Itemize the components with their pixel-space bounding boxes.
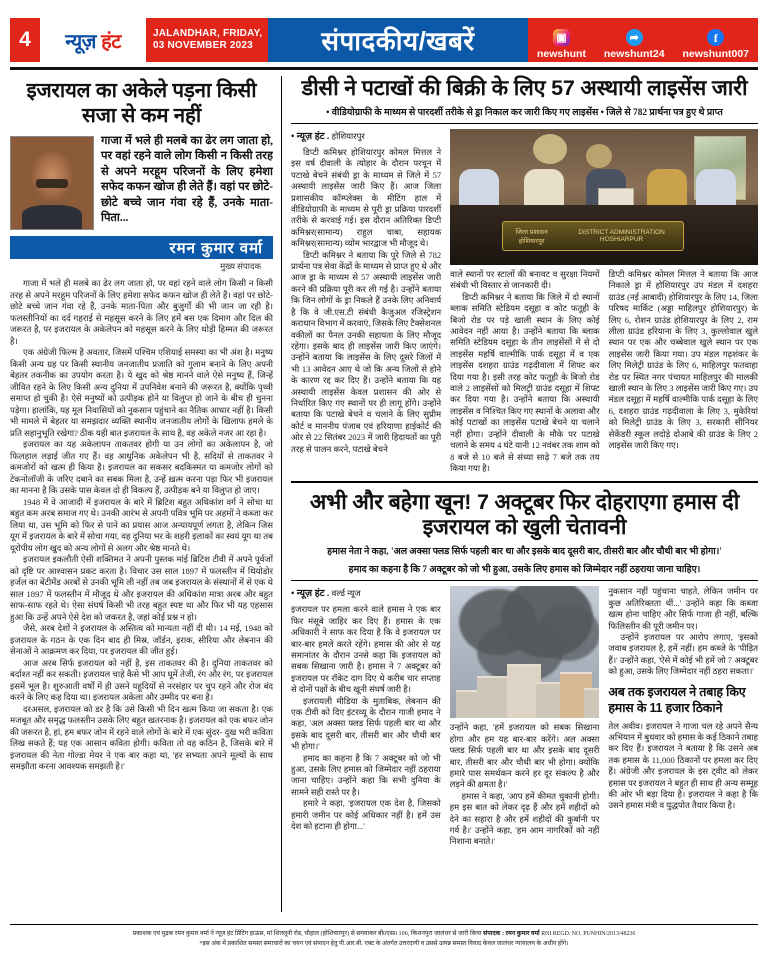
gaza-airstrike-photo <box>450 586 600 718</box>
article-dc-licences <box>291 76 758 474</box>
dateline-brand: न्यूज़ हंट <box>296 131 325 142</box>
paragraph: इजरायली मीडिया के मुताबिक, लेबनान की एक टीवी को दिए इंटरव्यू के दौरान गाजी हमाद ने कहा, 'अल अक्सा फ्लड सिर्फ पहली बार था और इसके बाद दूसरी बार, तीसरी बार और चौथी बार भी होगा।' <box>291 695 441 752</box>
bullet-icon: • <box>291 589 295 600</box>
paragraph: हमास ने कहा, 'आप हमें कीमत चुकानी होगी। हम इस बात को लेकर दृढ़ हैं और हमें शहीदों को देने का सहारा है और हमें शहीदों की कुर्बानी पर गर्व है।' उन्होंने कहा, 'हम आम नागरिकों को नहीं निशाना बनाते।' <box>449 790 600 847</box>
edition-date: 03 NOVEMBER 2023 <box>153 40 253 51</box>
editorial-paragraph: एक अंग्रेजी फिल्म है अवतार, जिसमें पश्चिम एशियाई समस्या का भी अंश है। मनुष्य किसी अन्य ग्रह पर किसी स्थानीय जनजातीय प्रजाति को गुलाम बनाने के लिए अपनी बेहतर तकनीक का उपयोग करता है। ये खुद को श्रेष्ठ मानने वाले ऐसे मनुष्य हैं, जिन्हें जीवित रहने के लिए किसी अन्य दुनिया में उपनिवेश बनाने की जरूरत है, क्योंकि पृथ्वी समाप्त हो चुकी है। ऐसे मनुष्यों को उत्पीड़क होने या विलुप्त हो जाने के बीच ही चुनना पड़ेगा। हालांकि, यह मूल निवासियों को नुकसान पहुंचाने का नैतिक आधार नहीं है। किसी भी मामले में बेहतर या समझदार व्यक्ति स्थानीय जनजातीय लोगों के खिलाफ हमले के प्रति सहानुभूति रखेगा? ठीक यही बात इजरायल के साथ है, वह अकेले नजर आ रहा है। <box>10 347 273 438</box>
editor-name-bar <box>10 236 273 259</box>
editorial-column <box>10 76 282 912</box>
editorial-paragraph: इजरायल का यह अकेलापन ताकतवर होगी या उन लोगों का अकेलापन है, जो फिलहाल लड़ाई जीत गए हैं। वह आधुनिक अकेलेपन भी है, सदियों से ताकतवर ने कमजोरों को खत्म ही किया है। इजरायल का सकसर बदकिस्मत या कमजोर लोगों को टेकनोलॉजी के जरिए दबाने का सबक मिला है, उन्हें ख़त्म करना पड़ा फिर भी इजरायल का मानना है कि उसके पास केवल दो ही विकल्प हैं, उत्पीड़क बने या विलुप्त हो जाए। <box>10 439 273 495</box>
logo-word-2: हंट <box>101 30 121 53</box>
paragraph: हमाद का कहना है कि 7 अक्टूबर को जो भी हुआ, उसके लिए हमास को जिम्मेदार नहीं ठहराया जाना चाहिए। उन्होंने कहा कि सभी दुनिया के सामने सही रास्ते पर है। <box>291 752 441 797</box>
article-dc-col-2 <box>450 269 599 474</box>
social-facebook[interactable] <box>680 29 751 60</box>
article-hamas-columns <box>291 586 758 847</box>
rule-below-hamas-kicker <box>291 580 758 581</box>
editorial-paragraph: गाजा में भले ही मलबे का ढेर लग जाता हो, पर वहां रहने वाले लोग किसी न किसी तरह से अपने मरहूम परिजनों के लिए हमेशा सफेद कफन खोज ही लेते हैं। वहां पर छोटे-छोटे बच्चे जान गंवा रहे हैं, उनके माता-पिता और बुजुर्गों की भी जान जा रही है। फलस्तीनियों का दर्द गहराई से महसूस करने के लिए हमें बस एक दिमाग और दिल की जरूरत है, पर इजरायल के अकेलेपन को महसूस करने के लिए थोड़ी हिम्मत की जरूरत है। <box>10 278 273 346</box>
edition-dateline <box>146 18 268 62</box>
twitter-icon: ➦ <box>626 29 643 46</box>
article-hamas-subheadline: अब तक इजरायल ने तबाह किए हमास के 11 हजार ठिकाने <box>608 684 746 715</box>
imprint-line-2: *इस अंक में प्रकाशित समस्त समाचारों का चयन एवं संपादन हेतु पी.आर.बी. एक्ट के अंतर्गत उत्तरदायी व उससे उत्पन्न समस्त विवाद केवल जालंधर न्यायालय के अधीन होंगे। <box>199 940 569 947</box>
building <box>584 688 599 718</box>
district-administration-nameplate <box>502 221 684 251</box>
paragraph: डिप्टी कमिश्नर होशियारपुर कोमल मित्तल ने इस वर्ष दीवाली के त्योहार के दौरान परचून में पटाखे बेचने संबंधी ड्रा के माध्यम से जिले में 57 अस्थायी लाइसेंस जारी किए हैं। आज जिला प्रशासकीय कॉम्प्लेक्स के मीटिंग हाल में वीडियोग्राफी के माध्यम से पूरी ड्रा प्रक्रिया पारदर्शी तरीके से करवाई गई। इस दौरान अतिरिक्त डिप्टी कमिश्नर(सामान्य) राहुल चाबा, सहायक कमिश्नर(सामान्य) व्योम भारद्वाज भी मौजूद थे। <box>291 147 442 249</box>
editorial-intro-text: गाजा में भले ही मलबे का ढेर लग जाता हो, पर वहां रहने वाले लोग किसी न किसी तरह से अपने मरहूम परिजनों के लिए हमेशा सफेद कफन खोज ही लेते हैं। वहां पर छोटे-छोटे बच्चे जान गंवा रहे हैं, उनके माता-पिता... <box>101 135 273 225</box>
dateline-place: होशियारपुर <box>331 132 365 141</box>
article-hamas-subhead-2: हमाद का कहना है कि 7 अक्टूबर को जो भी हुआ, उसके लिए हमास को जिम्मेदार नहीं ठहराया जाना चाहिए। <box>348 565 701 576</box>
article-hamas-col-2 <box>450 586 600 847</box>
bullet-icon: • <box>291 132 295 142</box>
facebook-icon: f <box>707 29 724 46</box>
article-dc-photo-and-col2 <box>450 129 758 474</box>
paragraph: वाले स्थानों पर स्टालों की बनावट व सुरक्षा नियमों संबंधी भी विस्तार से जानकारी दी। <box>450 269 600 291</box>
editorial-intro-block <box>10 134 273 233</box>
article-hamas-text-col3-top <box>608 586 758 677</box>
article-dc-text-col2 <box>450 269 599 474</box>
article-separator-rule <box>291 481 758 483</box>
article-dc-subcolumns <box>450 269 758 474</box>
section-banner <box>268 18 528 62</box>
article-hamas-col-3 <box>608 586 758 847</box>
editorial-headline: इजरायल का अकेले पड़ना किसी सजा से कम नहीं <box>26 79 257 127</box>
article-dc-columns <box>291 129 758 474</box>
editorial-paragraph: आज अरब सिर्फ इजरायल को नहीं है, इस ताकतवर की है। दुनिया ताकतवर को बर्दाश्त नहीं कर सकती। इजरायल चाहे कैसे भी आप घूमें तेजी, रंग और रंग, पर इजरायल इसमें भूल है। शुरुआती वर्षों में ही उसने यहूदियों से नरसंहार पर चुप रहने और रोज बंद करने के लिए कह दिया था। इजरायल अकेला और उम्मीद पर बना है। <box>10 657 273 702</box>
nameplate-english: DISTRICT ADMINISTRATION HOSHIARPUR <box>578 229 665 244</box>
dateline-separator-icon: . <box>326 589 330 600</box>
social-handle-instagram: newshunt <box>536 48 586 60</box>
paragraph: तेल अवीव। इजरायल ने गाजा चल रहे अपने सैन्य अभियान में बुधवार को हमास के कई ठिकाने तबाह कर दिए हैं। इजरायल ने बताया है कि उसने अब तक हमास के 11,000 ठिकानों पर हमला कर दिए हैं। अंग्रेजी और इजरायल के इस ट्वीट को लेकर हमास पर इजरायल ने बहुत ही साथ ही अन्य सम्मूह की ओर भी बड़ा दिया है। इजरायल ने कहा है कि उसने हमास मंत्री व युद्धपोत तैयार किया है। <box>608 720 759 811</box>
social-handle-facebook: newshunt007 <box>682 48 750 60</box>
editorial-paragraph: जैसे, अरब देशों ने इजरायल के अस्तित्व को मान्यता नहीं दी थी। 14 मई, 1948 को इजरायल के गठन के एक दिन बाद ही मिस्र, जॉर्डन, इराक, सीरिया और लेबनान की सेनाओं ने आक्रमण कर दिया, पर इजरायल की जीत हुई। <box>10 623 273 656</box>
paragraph: हमारे ने कहा, 'इजरायल एक देश है, जिसको हमारी जमीन पर कोई अधिकार नहीं है। हमें उस देश को हटाना ही होगा...' <box>291 798 441 832</box>
editorial-paragraph: इजरायल इकलौती ऐसी शक्तिमत ने अपनी पुस्तक मांई ब्रिटिश टीवी में अपने पूर्वजों को दृष्टि पर आश्वासन प्रकट करता है। विचार उस साल 1897 में फलस्तीन में थियोडोर हर्जल का बेंटीमेंड अरबों से उनकी भूमि ली नहीं तब जब इजरायल के संस्थानों में से एक थे साल 1897 में फलस्तीन में मौजूद थे और इजरायल की अधिकांश मात्रा अरब और बहुत साफ-साफ रहते थे। ऐसा संघर्ष किसी भी तरह बहुत स्पष्ट था और फिर भी यह एहसास हुआ कि उन्हें अपने ऐसे देश को जकरत है, जहां कोई प्रश्न न हो। <box>10 554 273 622</box>
article-hamas-headline: अभी और बहेगा खून! 7 अक्टूबर फिर दोहराएगा हमास दी इजरायल को खुली चेतावनी <box>309 490 740 540</box>
social-links <box>528 18 758 62</box>
article-hamas-col-1 <box>291 586 441 847</box>
logo-word-1: न्यूज़ <box>65 30 97 53</box>
editor-name: रमन कुमार वर्मा <box>169 239 263 257</box>
paragraph: डिप्टी कमिश्नर कोमल मित्तल ने बताया कि आज निकाले ड्रा में होशियारपुर उप मंडल में दशहरा ग्राउंड (नई आबादी) होशियारपुर के लिए 14, जिला परिषद मार्किट (अड्डा माहिलपुर होशियारपुर) के लिए 6, रोशन ग्राउंड होशियारपुर के लिए 2, राम लीला ग्राउंड हरियाना के लिए 3, कुल्लोवाल खुले स्थान पर एक और चब्बेवाल खुले स्थान पर एक लाइसेंस जारी किया गया। उप मंडल गढ़शंकर के लिए मिलेट्री ग्राउंड के लिए 6, माहिलपुर फतवाहा रोड पर स्थित नगर पंचायत माहिलपुर की मालकी खाली स्थान के लिए 3 लाइसेंस जारी किए गए। उप मंडल दसूहा में महर्षि वाल्मीकि पार्क दसूहा के लिए 6, दशहरा ग्राउंड गढ़दीवाला के लिए 3, मुकेरियां को मिलेट्री ग्राउंड के लिए 3, सरकारी सीनियर सेकेंडरी स्कूल लदोड़े दोआबे की ग्राउंड के लिए 2 लाइसेंस जारी किए गए। <box>608 269 758 451</box>
paragraph: उन्होंने कहा, 'हमें इजरायल को सबक सिखाना होगा और हम यह बार-बार करेंगे। अल अक्सा फ्लड सिर्फ पहली बार था और इसके बाद दूसरी बार, तीसरी बार और चौथी बार भी होगा। क्योंकि हमारे पास समर्थकन करने हर दूर संकल्प है और लड़ने की क्षमता है।' <box>449 722 600 790</box>
newspaper-page <box>0 18 768 958</box>
edition-city-day: JALANDHAR, FRIDAY, <box>153 27 263 39</box>
imprint-publisher-text: प्रकाशक एवं मुद्रक रमन कुमार वर्मा ने न्यूज़ हंट प्रिंटिंग हाऊस, मां शितलूनी रोड, चौहाल (होशियारपुर) से छपवाकर बी0एस0 106, किशनपुरा जालंधर से जारी किया <box>132 930 484 937</box>
imprint-line-1 <box>10 929 758 939</box>
paragraph: इजरायल पर हमला करने वाले हमास ने एक बार फिर मंसूबे जाहिर कर दिए हैं। हमास के एक अधिकारी ने साफ कर दिया है कि वे इजरायल पर बार-बार हमले करते रहेंगे। हमास की ओर से यह समानांतर के दौरान उनसे कहा कि इजरायल को सबक सिखाना जारी है। हमास ने 7 अक्टूबर को इजरायल पर रॉकेट दाग दिए थे करीब चार सप्ताह से दोनों पक्षों के बीच खूनी संघर्ष जारी है। <box>291 604 441 695</box>
editorial-body <box>10 278 273 773</box>
building <box>536 682 562 718</box>
section-title: संपादकीय/खबरें <box>321 26 475 56</box>
logo-text <box>65 27 121 54</box>
building <box>507 664 541 718</box>
page-body <box>10 76 758 912</box>
article-hamas-text-col3-bottom <box>608 721 758 812</box>
masthead-divider <box>10 67 758 70</box>
masthead <box>10 18 758 62</box>
article-dc-photo <box>450 129 758 265</box>
publication-logo[interactable] <box>40 18 146 62</box>
article-dc-col-1 <box>291 129 441 474</box>
masthead-left <box>10 18 268 62</box>
dateline-brand: न्यूज़ हंट <box>296 588 325 600</box>
smoke-plume <box>536 605 599 661</box>
paragraph: डिप्टी कमिश्नर ने बताया कि पूरे जिले से 782 प्रार्थना पत्र सेवा केंद्रों के माध्यम से प्राप्त हुए थे और आज ड्रा के माध्यम से 57 अस्थायी लाइसेंस जारी करने की प्रक्रिया पूरी कर ली गई है। उन्होंने बताया कि जिन लोगों के ड्रा निकले हैं उनके लिए अनिवार्य है कि वे जी.एस.टी संबंधी कैजुअल रजिस्ट्रेशन कराधान विभाग में करवाएं, जिसके लिए टैक्सेशनल वकीलों का पैनल उनकी सहायता के लिए मौजूद रहेगा। इसके बाद ही लाइसेंस जारी किए जाएंगे। उन्होंने बताया कि लाइसेंस के लिए दूसरे जिलों में भी 13 आवेदन आए थे जो कि अन्य जिलों से होने के कारण रद्द कर दिए हैं। उन्होंने बताया कि यह अस्थायी लाइसेंस केवल प्रशासन की ओर से निर्धारित किए गए स्थानों पर ही लागू होंगे। उन्होंने बताया कि पटाखे बेचने व चलाने के लिए सुप्रीम कोर्ट व माननीय पंजाब एवं हरियाणा हाईकोर्ट की ओर से 22 सितंबर 2023 में जारी हिदायतों का पूरी तरह से पालन करने, पटाखे बेचने <box>291 249 442 454</box>
editor-designation: मुख्य संपादक <box>220 261 261 271</box>
building <box>477 676 507 718</box>
article-hamas-text-col1 <box>291 604 441 832</box>
paragraph: डिप्टी कमिश्नर ने बताया कि जिले में दो स्थानों ब्लाक समिति स्टेडियम दसूहा व कोट फतूही के बिजो रोड पर पड़े खाली स्थान के लिए कोई आवेदन नहीं आया है। उन्होंने बताया कि ब्लाक समिति स्टेडियम दसूहा के तीन लाइसेंसों में से दो लाइसेंस महर्षि वाल्मीकि पार्क दसूहा में व एक लाइसेंस दशहरा ग्राउंड गढ़दीवाला में शिफ्ट कर दिया गया है। इसी तरह कोट फतूही के बिजो रोड वाले 2 लाइसेंसों को मिलट्री ग्राउंड दसूहा में शिफ्ट कर दिया गया है। उन्होंने बताया कि अस्थायी लाइसेंस व निश्चित किए गए स्थानों के अलावा और कोई पटाखों का लाइसेंस पटाखे बेचने या चलाने नहीं होगा। उन्होंने दीवाली के मौके पर पटाखे चलाने के समय 4 घंटे यानी 12 नवंबर तक शाम को 8 बजे से 10 बजे से संध्या साढ़े 7 बजे तक तय किया गया है। <box>450 291 600 473</box>
imprint-rni: RNI REGD. NO. PUNHIN/2013/48236 <box>541 931 636 937</box>
social-handle-twitter: newshunt24 <box>603 48 665 60</box>
paragraph: नुकसान नहीं पहुंचाना चाहते, लेकिन जमीन पर कुछ अतिरिक्तता थीं...' उन्होंने कहा कि कब्जा खत्म होना चाहिए और सिर्फ गाजा ही नहीं, बल्कि फिलिस्तीन की पूरी जमीन पर। <box>608 586 759 631</box>
building <box>456 690 478 718</box>
article-dc-col-3 <box>609 269 758 474</box>
article-dc-text-col3 <box>609 269 758 452</box>
editor-portrait-photo <box>10 136 94 230</box>
paragraph: उन्होंने इजरायल पर आरोप लगाए, 'इसको जवाब इजरायल है, हमें नहीं। हम कब्जे के 'पीड़ित हैं।' उन्होंने कहा, 'ऐसे में कोई भी हमें जो 7 अक्टूबर को हुआ, उसके लिए जिम्मेदार नहीं ठहरा सकता।' <box>608 631 759 677</box>
article-dc-kicker: • वीडियोग्राफी के माध्यम से पारदर्शी तरीके से ड्रा निकाल कर जारी किए गए लाइसेंस • जिले से 782 प्रार्थना पत्र हुए थे प्राप्त <box>326 108 723 118</box>
page-number: 4 <box>10 18 40 62</box>
article-dc-headline: डीसी ने पटाखों की बिक्री के लिए 57 अस्थायी लाइसेंस जारी <box>301 76 748 100</box>
article-dc-text-col1 <box>291 147 441 455</box>
editorial-paragraph: 1948 में वे आजादी में इजरायल के बारे में ब्रिटिश बहुत अधिकांश वर्ग ने सोचा था बहुत कम अरब समाज गए थे। उनकी आरंभ से अपनी पवित्र भूमि पर अहमों ने कब्जा कर लिया था, उस भूमि को फिर से पाने का प्रयास आज अन्यायपूर्ण लगता है, लेकिन जिस यूग में इजरायल के बारे में सोचा गया, वह दुनिया भर के शहरी इलाकों का स्वयं यूग था तब यूरोपीय लोग खुद को अन्य लोगों से अलग और श्रेष्ठ मानते थे। <box>10 496 273 553</box>
dateline-separator-icon: . <box>326 132 330 142</box>
article-hamas-subhead-1: हमास नेता ने कहा, 'अल अक्सा फ्लड सिर्फ पहली बार था और इसके बाद दूसरी बार, तीसरी बार और चौथी बार भी होगा।' <box>327 547 722 558</box>
nameplate-hindi: जिला प्रशासन होशियारपुर <box>515 229 548 246</box>
imprint-footer <box>10 924 758 948</box>
rule-below-kicker <box>291 123 758 124</box>
article-hamas-dateline <box>291 586 441 599</box>
article-hamas-warning <box>291 490 758 847</box>
article-dc-dateline <box>291 129 441 142</box>
social-instagram[interactable] <box>535 29 588 60</box>
wall-emblem-decoration <box>586 144 612 168</box>
editorial-paragraph: दरअसल, इजरायल को डर है कि उसे किसी भी दिन खत्म किया जा सकता है। एक मजबूत और समृद्ध फलस्तीन उसके लिए बहुत खतरनाक है। इजरायल को एक बफर जोन की जरूरत है, हां, हम बफर जोन में रहने वाले लोगों के बारे में एक सुंदर- दुख भरी कविता लिख सकते हैं; यह एक आसान कविता होगी। कविता तो वह कठिन है, जिसके बारे में इजरायल की नेता गोल्डा मेयर ने एक बार कहा था, 'हर सभ्यता अपने मूल्यों के साथ समझौता करना आवश्यक समझती है।' <box>10 703 273 771</box>
imprint-editor-label: संपादक : रमन कुमार वर्मा <box>483 930 540 937</box>
instagram-icon: ▣ <box>553 29 570 46</box>
news-column <box>282 76 758 912</box>
dateline-place: वर्ल्ड न्यूज <box>331 589 361 599</box>
article-hamas-text-col2 <box>450 722 600 847</box>
wall-crest-decoration <box>533 134 567 164</box>
social-twitter[interactable] <box>602 29 667 60</box>
